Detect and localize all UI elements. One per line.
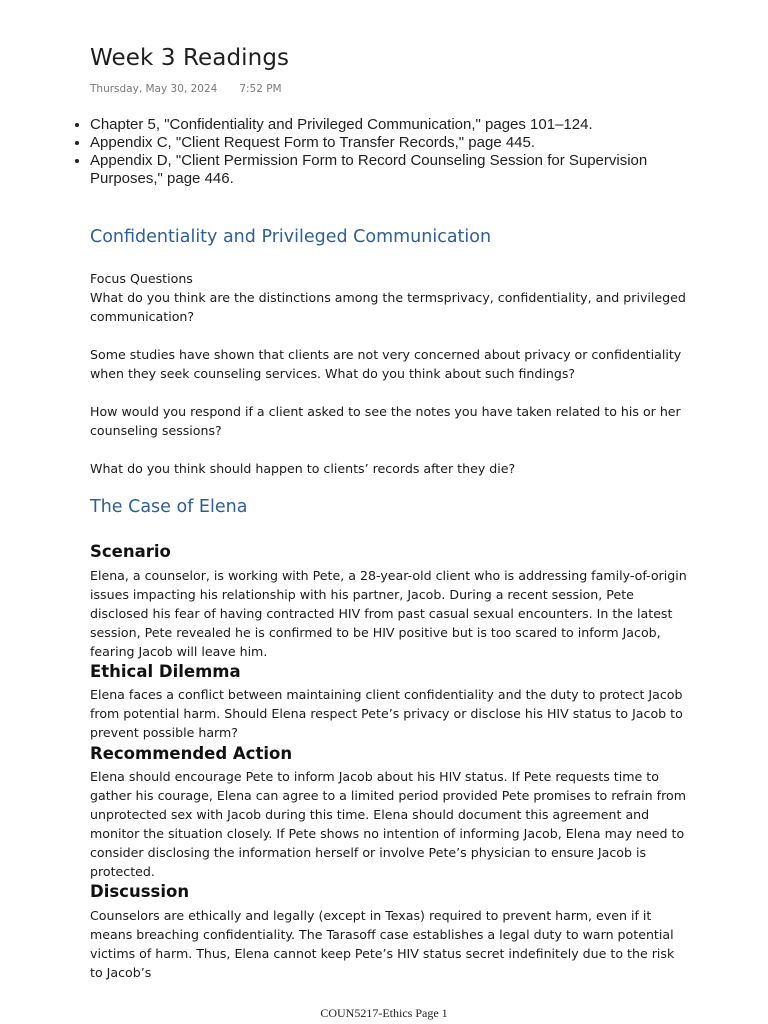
focus-question: How would you respond if a client asked to see the notes you have taken related to his or her counseling sessions?	[90, 404, 681, 438]
note-time: 7:52 PM	[239, 83, 282, 95]
scenario-paragraph: Elena, a counselor, is working with Pete, a 28-year-old client who is addressing family-of-origin issues impacting his relationship with his partner, Jacob. During a recent session, Pete disclosed his fear of having contracted HIV from past casual sexual encounters. In the latest session, Pete revealed he is confirmed to be HIV positive but is too scared to inform Jacob, fearing Jacob will leave him.	[90, 568, 687, 659]
ethical-dilemma-text	[90, 685, 690, 742]
dilemma-paragraph: Elena faces a conflict between maintaining client confidentiality and the duty to protect Jacob from potential harm. Should Elena respect Pete’s privacy or disclose his HIV status to Jacob to prevent possible harm?	[90, 687, 683, 740]
discussion-paragraph: Counselors are ethically and legally (except in Texas) required to prevent harm, even if it means breaching confidentiality. The Tarasoff case establishes a legal duty to warn potential victims of harm. Thus, Elena cannot keep Pete’s HIV status secret indefinitely due to the risk to Jacob’s	[90, 908, 675, 980]
scenario-heading: Scenario	[90, 542, 171, 561]
reading-item: • Appendix C, "Client Request Form to Transfer Records," page 445.	[90, 134, 710, 152]
page-footer: COUN5217-Ethics Page 1	[320, 1006, 448, 1020]
focus-question: What do you think should happen to clients’ records after they die?	[90, 461, 516, 476]
section-heading-case-of-elena: The Case of Elena	[90, 497, 248, 517]
focus-questions-label: Focus Questions	[90, 271, 193, 286]
section-heading-confidentiality: Confidentiality and Privileged Communication	[90, 227, 492, 247]
scenario-text	[90, 566, 690, 661]
recommended-action-heading: Recommended Action	[90, 744, 293, 763]
recommended-action-text	[90, 767, 690, 881]
note-date: Thursday, May 30, 2024	[90, 83, 218, 95]
focus-question: Some studies have shown that clients are not very concerned about privacy or confidentiality when they seek counseling services. What do you think about such findings?	[90, 347, 682, 381]
readings-list	[74, 116, 710, 188]
reading-item: • Appendix D, "Client Permission Form to Record Counseling Session for Supervision Purposes," page 446.	[90, 152, 710, 188]
focus-question: What do you think are the distinctions among the termsprivacy, confidentiality, and privileged communication?	[90, 290, 686, 324]
focus-questions	[90, 269, 690, 478]
discussion-text	[90, 906, 690, 980]
discussion-heading: Discussion	[90, 882, 190, 901]
ethical-dilemma-heading: Ethical Dilemma	[90, 662, 241, 681]
note-timestamp	[90, 83, 282, 95]
action-paragraph: Elena should encourage Pete to inform Jacob about his HIV status. If Pete requests time to gather his courage, Elena can agree to a limited period provided Pete promises to refrain from unprotected sex with Jacob during this time. Elena should document this agreement and monitor the situation closely. If Pete shows no intention of informing Jacob, Elena may need to consider disclosing the information herself or involve Pete’s physician to ensure Jacob is protected.	[90, 769, 686, 879]
reading-item: • Chapter 5, "Confidentiality and Privileged Communication," pages 101–124.	[90, 116, 710, 134]
page-title: Week 3 Readings	[90, 45, 290, 71]
